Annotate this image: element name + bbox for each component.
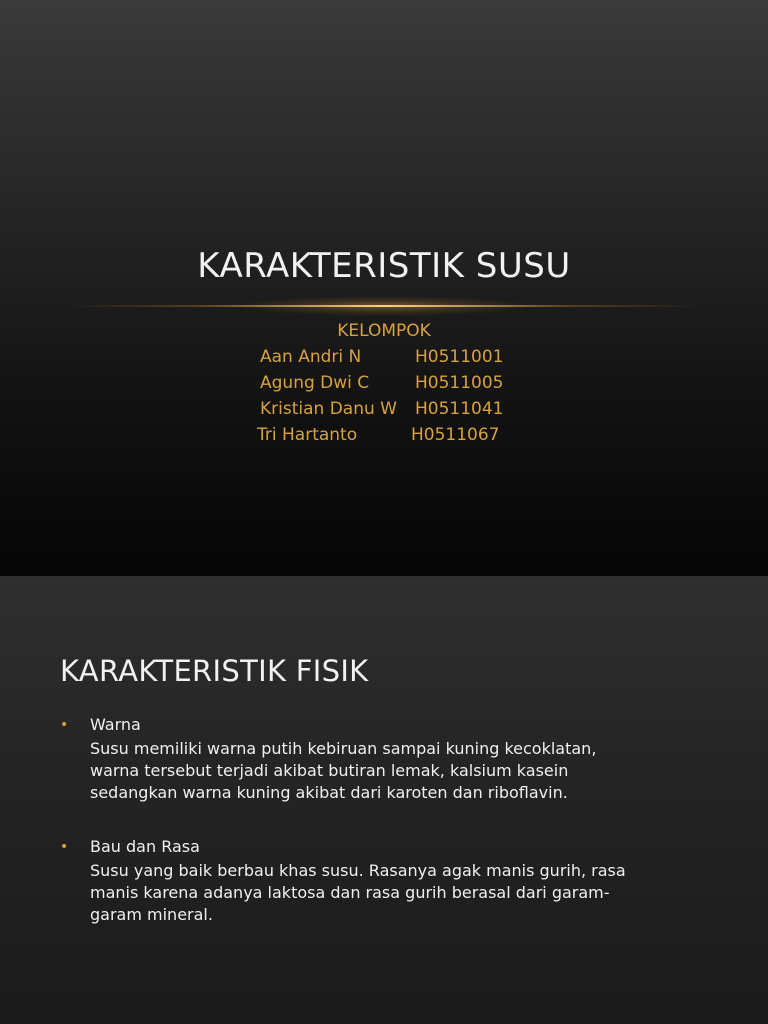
member-id: H0511041 [415, 399, 504, 419]
slide-title: KARAKTERISTIK SUSU [197, 246, 571, 286]
group-label: KELOMPOK [337, 321, 431, 341]
member-row [260, 399, 520, 423]
member-row [260, 373, 520, 397]
bullet-item [60, 836, 720, 936]
bullet-dot-icon: • [60, 717, 69, 733]
bullet-line: warna tersebut terjadi akibat butiran lemak, kalsium kasein [90, 761, 569, 780]
member-name: Tri Hartanto [257, 425, 358, 445]
content-slide [0, 576, 768, 1024]
bullet-heading: Warna [90, 715, 141, 734]
bullet-line: garam mineral. [90, 905, 213, 924]
slide-title: KARAKTERISTIK FISIK [60, 654, 369, 688]
bullet-line: manis karena adanya laktosa dan rasa gurih berasal dari garam- [90, 883, 610, 902]
member-id: H0511067 [411, 425, 500, 445]
bullet-text [90, 860, 730, 926]
member-id: H0511005 [415, 373, 504, 393]
bullet-line: Susu memiliki warna putih kebiruan sampai kuning kecoklatan, [90, 739, 597, 758]
bullet-dot-icon: • [60, 839, 69, 855]
bullet-line: Susu yang baik berbau khas susu. Rasanya agak manis gurih, rasa [90, 861, 626, 880]
bullet-item [60, 714, 720, 814]
member-name: Kristian Danu W [260, 399, 397, 419]
member-row [260, 347, 520, 371]
member-row [257, 425, 517, 449]
member-name: Agung Dwi C [260, 373, 370, 393]
member-name: Aan Andri N [260, 347, 362, 367]
bullet-text [90, 738, 730, 804]
member-id: H0511001 [415, 347, 504, 367]
bullet-heading: Bau dan Rasa [90, 837, 200, 856]
bullet-line: sedangkan warna kuning akibat dari karoten dan riboflavin. [90, 783, 568, 802]
title-underline [70, 305, 698, 307]
